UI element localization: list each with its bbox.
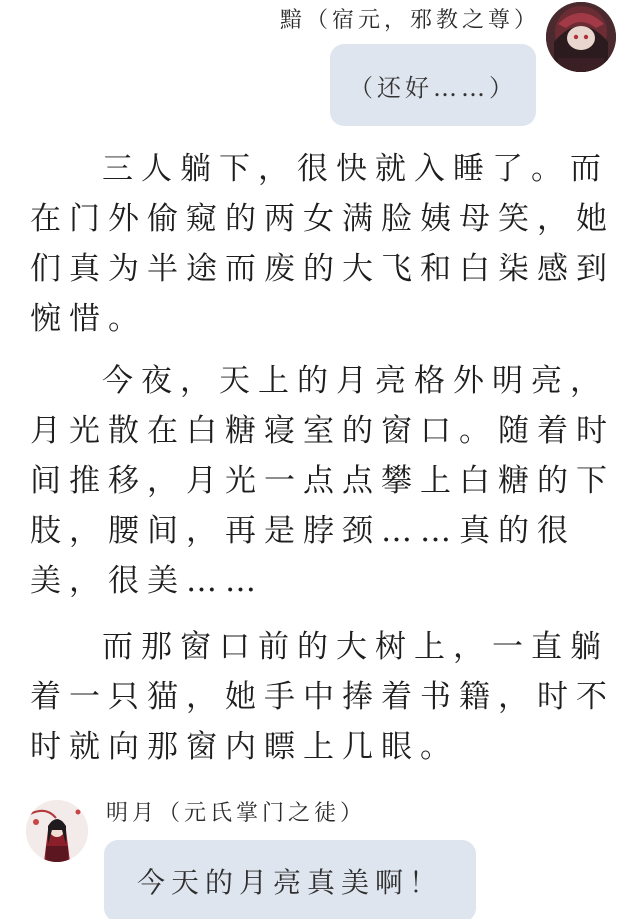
chat-bubble-bottom (104, 840, 476, 919)
story-paragraph-3: 而那窗口前的大树上，一直躺着一只猫，她手中捧着书籍，时不时就向那窗内瞟上几眼。 (30, 629, 615, 765)
story-paragraph-1: 三人躺下，很快就入睡了。而在门外偷窥的两女满脸姨母笑，她们真为半途而废的大飞和白柒感到惋惜。 (30, 151, 615, 337)
speaker-name-top: 黯（宿元，邪教之尊） (279, 8, 540, 33)
avatar-girl-figure-icon[interactable] (26, 800, 88, 862)
chat-bubble-top-text: （还好……） (349, 73, 517, 102)
story-paragraph-2: 今夜，天上的月亮格外明亮，月光散在白糖寝室的窗口。随着时间推移，月光一点点攀上白糖的下肢，腰间，再是脖颈……真的很美，很美…… (30, 363, 615, 599)
chat-bubble-bottom-text: 今天的月亮真美啊！ (136, 866, 443, 899)
speaker-name-bottom: 明月（元氏掌门之徒） (106, 801, 367, 826)
chat-bubble-top (330, 44, 536, 126)
avatar-hooded-figure-graphic (546, 2, 616, 72)
avatar-girl-figure-graphic (26, 800, 88, 862)
avatar-hooded-figure-icon[interactable] (546, 2, 616, 72)
